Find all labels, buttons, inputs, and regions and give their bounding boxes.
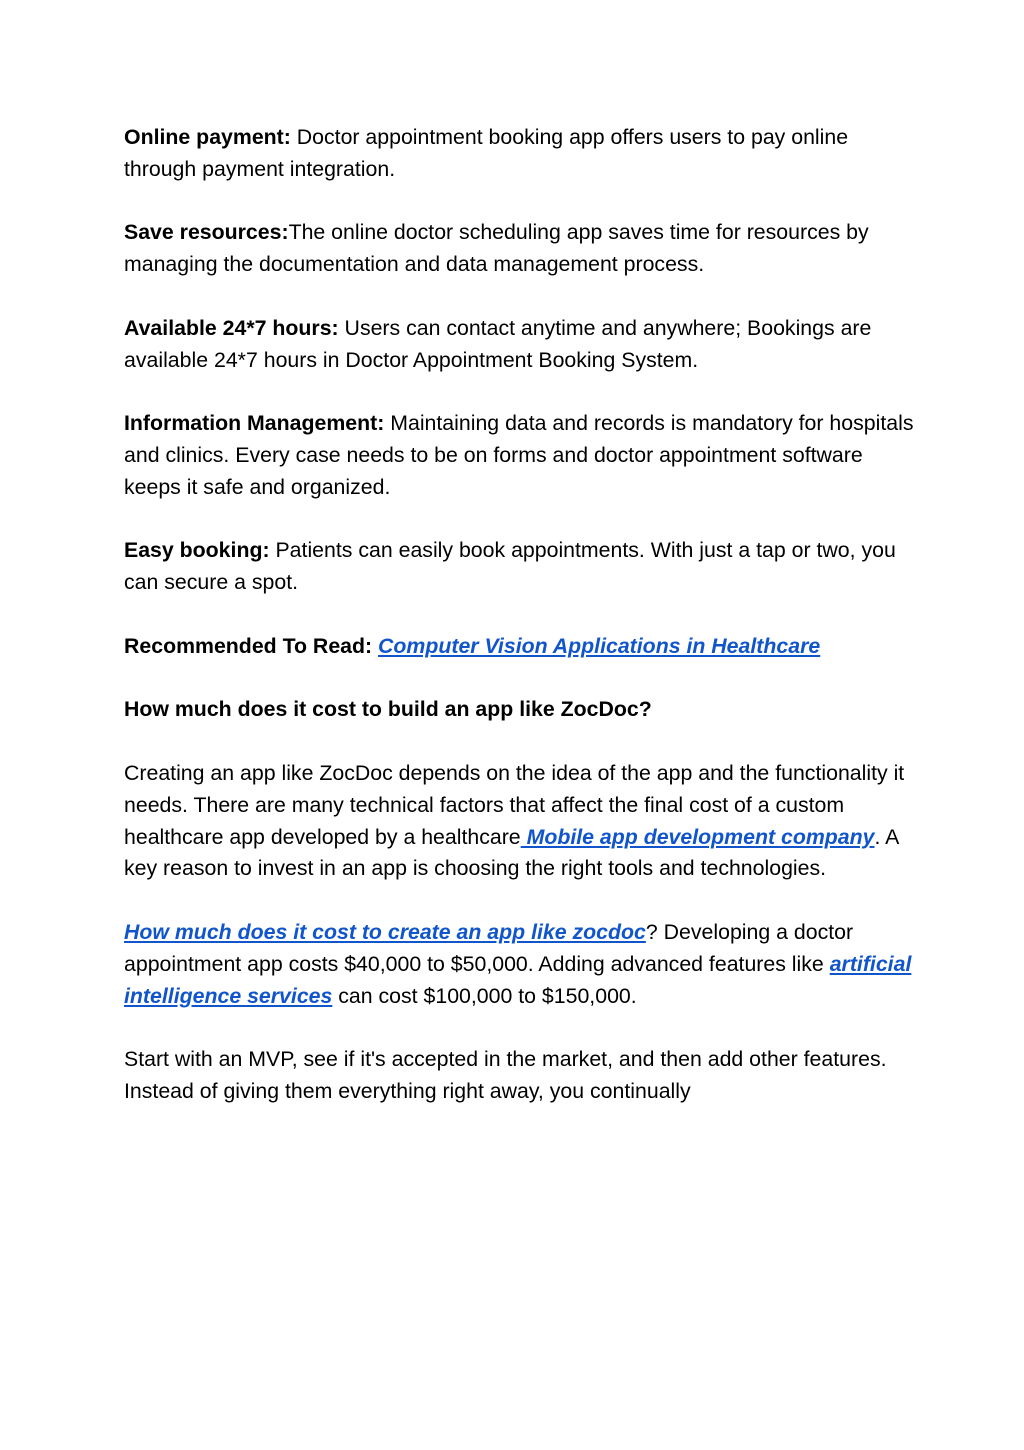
paragraph-available-24-7 — [124, 313, 914, 377]
term-information-management: Information Management: — [124, 411, 385, 436]
paragraph-mvp: Start with an MVP, see if it's accepted in the market, and then add other features. Instead of giving them everything right away, you continually — [124, 1047, 887, 1103]
link-mobile-app-development[interactable]: Mobile app development company — [520, 824, 875, 849]
cost-intro-text-end: . A key reason to invest in an app is choosing the right tools and technologies. — [124, 824, 899, 881]
cost-estimate-text: ? Developing a doctor appointment app costs $40,000 to $50,000. Adding advanced features like — [124, 919, 854, 976]
section-heading-cost: How much does it cost to build an app like ZocDoc? — [124, 697, 652, 722]
paragraph-save-resources — [124, 217, 914, 281]
cost-estimate-text-end: can cost $100,000 to $150,000. — [332, 983, 637, 1008]
desc-easy-booking: Patients can easily book appointments. With just a tap or two, you can secure a spot. — [124, 538, 896, 595]
paragraph-easy-booking — [124, 535, 914, 599]
term-easy-booking: Easy booking: — [124, 538, 270, 563]
link-cost-create-app[interactable]: How much does it cost to create an app like zocdoc — [124, 919, 646, 944]
term-available-24-7: Available 24*7 hours: — [124, 315, 339, 340]
paragraph-information-management — [124, 408, 914, 503]
term-save-resources: Save resources: — [124, 220, 289, 245]
desc-available-24-7: Users can contact anytime and anywhere; Bookings are available 24*7 hours in Doctor Appointment Booking System. — [124, 315, 872, 372]
paragraph-online-payment — [124, 122, 914, 186]
desc-save-resources: The online doctor scheduling app saves time for resources by managing the documentation and data management process. — [124, 220, 869, 277]
paragraph-cost-intro — [124, 758, 914, 885]
desc-online-payment: Doctor appointment booking app offers users to pay online through payment integration. — [124, 125, 849, 181]
link-ai-services[interactable]: artificial intelligence services — [124, 951, 912, 1008]
paragraph-cost-estimate — [124, 917, 914, 1012]
cost-intro-text: Creating an app like ZocDoc depends on the idea of the app and the functionality it needs. There are many technical factors that affect the final cost of a custom healthcare app developed by a healthcare — [124, 760, 905, 849]
term-online-payment: Online payment: — [124, 125, 291, 149]
document-page — [124, 122, 914, 1140]
link-computer-vision[interactable]: Computer Vision Applications in Healthcare — [378, 633, 821, 658]
desc-information-management: Maintaining data and records is mandatory for hospitals and clinics. Every case needs to be on forms and doctor appointment software keeps it safe and organized. — [124, 411, 914, 499]
paragraph-recommended — [124, 631, 914, 663]
recommended-label: Recommended To Read: — [124, 633, 379, 658]
